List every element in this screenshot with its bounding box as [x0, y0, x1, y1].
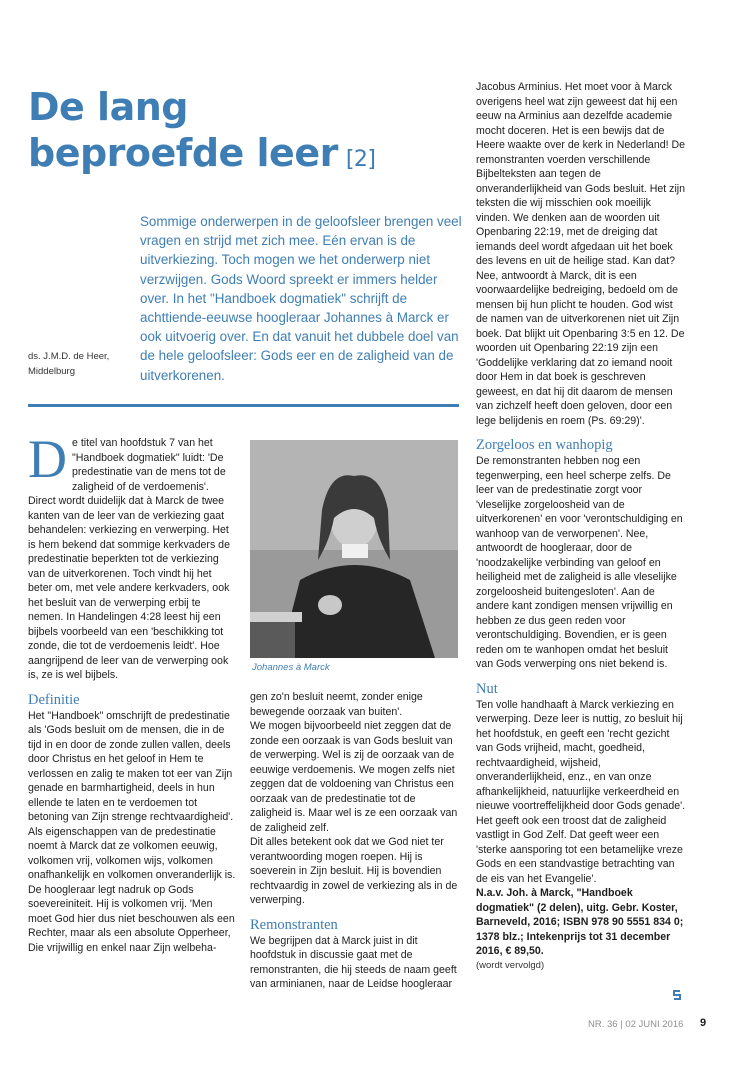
- portrait-icon: [250, 440, 458, 658]
- heading-nut: Nut: [476, 680, 498, 697]
- intro-lead: Sommige onderwerpen in de geloofsleer brengen veel vragen en strijd met zich mee. Eén ervan is de uitverkiezing. Toch mogen we het onderwerp niet verzwijgen. Gods Woord spreekt er immers helder over. In het "Handboek dogmatiek" schrijft de achttiende-eeuwse hoogleraar Johannes à Marck er ook uitvoerig over. En dat vanuit het dubbele doel van de hele geloofsleer: Gods eer en de zaligheid van de uitverkorenen.: [140, 214, 462, 383]
- col3-paragraph-4: Ten volle handhaaft à Marck verkiezing en verwerping. Deze leer is nuttig, zo besluit hij het hoofdstuk, en geeft een 'recht gezicht van Gods vrijheid, macht, goedheid, rechtvaardigheid, wijsheid, onveranderlijkheid, enz., en van onze afhankelijkheid, natuurlijke verkeerdheid en nieuwe voortreffelijkheid door Gods genade'. Het geeft ook een troost dat de zaligheid vastligt in God Zelf. Dat geeft weer een 'sterke aansporing tot een betamelijke vreze Gods en een standvastige betrachting van de eis van het Evangelie'.: [476, 698, 686, 885]
- title-line-2: beproefde leer: [28, 131, 338, 175]
- col3-paragraph-3: De remonstranten hebben nog een tegenwerping, een heel scherpe zelfs. De leer van de predestinatie zorgt voor 'vleselijke zorgeloosheid van de uitverkorenen' en voor 'verontschuldiging en wanhoop van de verworpenen'. Nee, antwoordt de hoogleraar, door de 'noodzakelijke verbinding van geloof en heiligheid met de zaligheid is alle vleselijke zorgeloosheid buitengesloten'. Aan de andere kant zondigen mensen vrijwillig en hebben ze dus geen reden voor verontschuldiging. Bovendien, er is geen reden om te wanhopen omdat het besluit van Gods verwerping ons niet bekend is.: [476, 455, 683, 670]
- publication-logo-icon: [672, 990, 682, 1000]
- col3-paragraph-2: Nee, antwoordt à Marck, dit is een voorwaardelijke bedreiging, bedoeld om de mensen bij hun plicht te houden. God wist de namen van de uitverkorenen niet uit Zijn boek. Dat blijkt uit Openbaring 3:5 en 12. De woorden uit Openbaring 22:19 zijn een 'Goddelijke verklaring dat zo iemand nooit door Hem in dat boek is geschreven geweest, en dat hij dit daarom de mensen van zichzelf heeft doen geloven, door een lege belijdenis en roem (Ps. 69:29)'.: [476, 269, 685, 427]
- col1-paragraph-1: e titel van hoofdstuk 7 van het "Handboek dogmatiek" luidt: 'De predestinatie van de mens tot de zaligheid of de verdoemenis'. Direct wordt duidelijk dat à Marck de twee kanten van de leer van de verkiezing gaat behandelen: verkiezing en verwerping. Het is hem bekend dat sommige kerkvaders de predestinatie beperkten tot de verkiezing van de uitverkorenen. Toch vindt hij het beter om, met vele andere kerkvaders, ook het besluit van de verwerping erbij te nemen. In Handelingen 4:28 leest hij een bijbels voorbeeld van een 'beschikking tot zonde, die tot de verdoemenis leidt'. Hoe aangrijpend de leer van de verwerping ook is, ze is wel bijbels.: [28, 437, 230, 681]
- col2-paragraph-2: We mogen bijvoorbeeld niet zeggen dat de zonde een oorzaak is van Gods besluit van de verwerping. Wel is zij de oorzaak van de eeuwige verdoemenis. We mogen zelfs niet zeggen dat de voldoening van Christus een oorzaak van de predestinatie tot de zaligheid is. Maar wel is ze een oorzaak van de zaligheid zelf.: [250, 720, 458, 834]
- book-source: N.a.v. Joh. à Marck, "Handboek dogmatiek" (2 delen), uitg. Gebr. Koster, Barneveld, 2016; ISBN 978 90 5551 834 0; 1378 blz.; Intekenprijs tot 31 december 2016, € 89,50.: [476, 887, 684, 957]
- col1-paragraph-2: Het "Handboek" omschrijft de predestinatie als 'Gods besluit om de mensen, die in de tijd in en door de zonde zullen vallen, deels door Christus en het geloof in Hem te verlossen en zalig te maken tot eer van Zijn genade en barmhartigheid, deels in hun ellende te laten en te verdoemen tot betoning van Zijn strenge rechtvaardigheid'.: [28, 709, 234, 823]
- column-1: [28, 429, 236, 955]
- drop-cap: D: [28, 429, 67, 489]
- issue-footer: NR. 36 | 02 JUNI 2016: [588, 1019, 684, 1030]
- heading-definitie: Definitie: [28, 691, 80, 708]
- author-place: Middelburg: [28, 366, 75, 377]
- part-number: [2]: [345, 147, 376, 172]
- article-title: [28, 84, 448, 183]
- heading-zorgeloos: Zorgeloos en wanhopig: [476, 437, 613, 453]
- photo-caption: Johannes à Marck: [252, 662, 330, 673]
- column-3: [476, 80, 686, 973]
- heading-remonstranten: Remonstranten: [250, 916, 338, 933]
- author-name: ds. J.M.D. de Heer,: [28, 351, 110, 362]
- col1-paragraph-3: Als eigenschappen van de predestinatie noemt à Marck dat ze volkomen eeuwig, volkomen vrij, volkomen wijs, volkomen onafhankelijk en volkomen onveranderlijk is.: [28, 825, 236, 881]
- col1-paragraph-4: De hoogleraar legt nadruk op Gods soevereiniteit. Hij is volkomen vrij. 'Men moet God hier dus niet beschouwen als een Rechter, maar als een absolute Opperheer, Die vrijwillig en enkel naar Zijn welbeha-: [28, 883, 235, 954]
- column-2: [250, 690, 458, 992]
- col3-paragraph-1: Jacobus Arminius. Het moet voor à Marck overigens heel wat zijn geweest dat hij een eeuw na Arminius aan dezelfde academie mocht doceren. Het is een bewijs dat de Heere waakte over de kerk in Nederland! De remonstranten voerden verschillende Bijbelteksten aan tegen de onveranderlijkheid van Gods besluit. Het zijn teksten die wij misschien ook moeilijk vinden. We denken aan de woorden uit Openbaring 22:19, met de dreiging dat iemands deel wordt afgedaan uit het boek des levens en uit de heilige stad. Kan dat?: [476, 81, 686, 267]
- col2-paragraph-4: We begrijpen dat à Marck juist in dit hoofdstuk in discussie gaat met de remonstranten, die hij steeds de naam geeft van arminianen, naar de Leidse hoogleraar: [250, 934, 457, 990]
- portrait-photo: [250, 440, 458, 658]
- page-number: 9: [700, 1017, 707, 1029]
- to-be-continued: (wordt vervolgd): [476, 959, 545, 971]
- col2-paragraph-3: Dit alles betekent ook dat we God niet ter verantwoording mogen roepen. Hij is soeverein in Zijn besluit. Hij is bovendien rechtvaardig in zowel de verkiezing als in de verwerping.: [250, 836, 458, 906]
- author-credit: [28, 349, 109, 379]
- divider-rule: [28, 404, 459, 407]
- title-line-1: De lang: [28, 85, 188, 129]
- col2-paragraph-1: gen zo'n besluit neemt, zonder enige bewegende oorzaak van buiten'.: [250, 691, 423, 718]
